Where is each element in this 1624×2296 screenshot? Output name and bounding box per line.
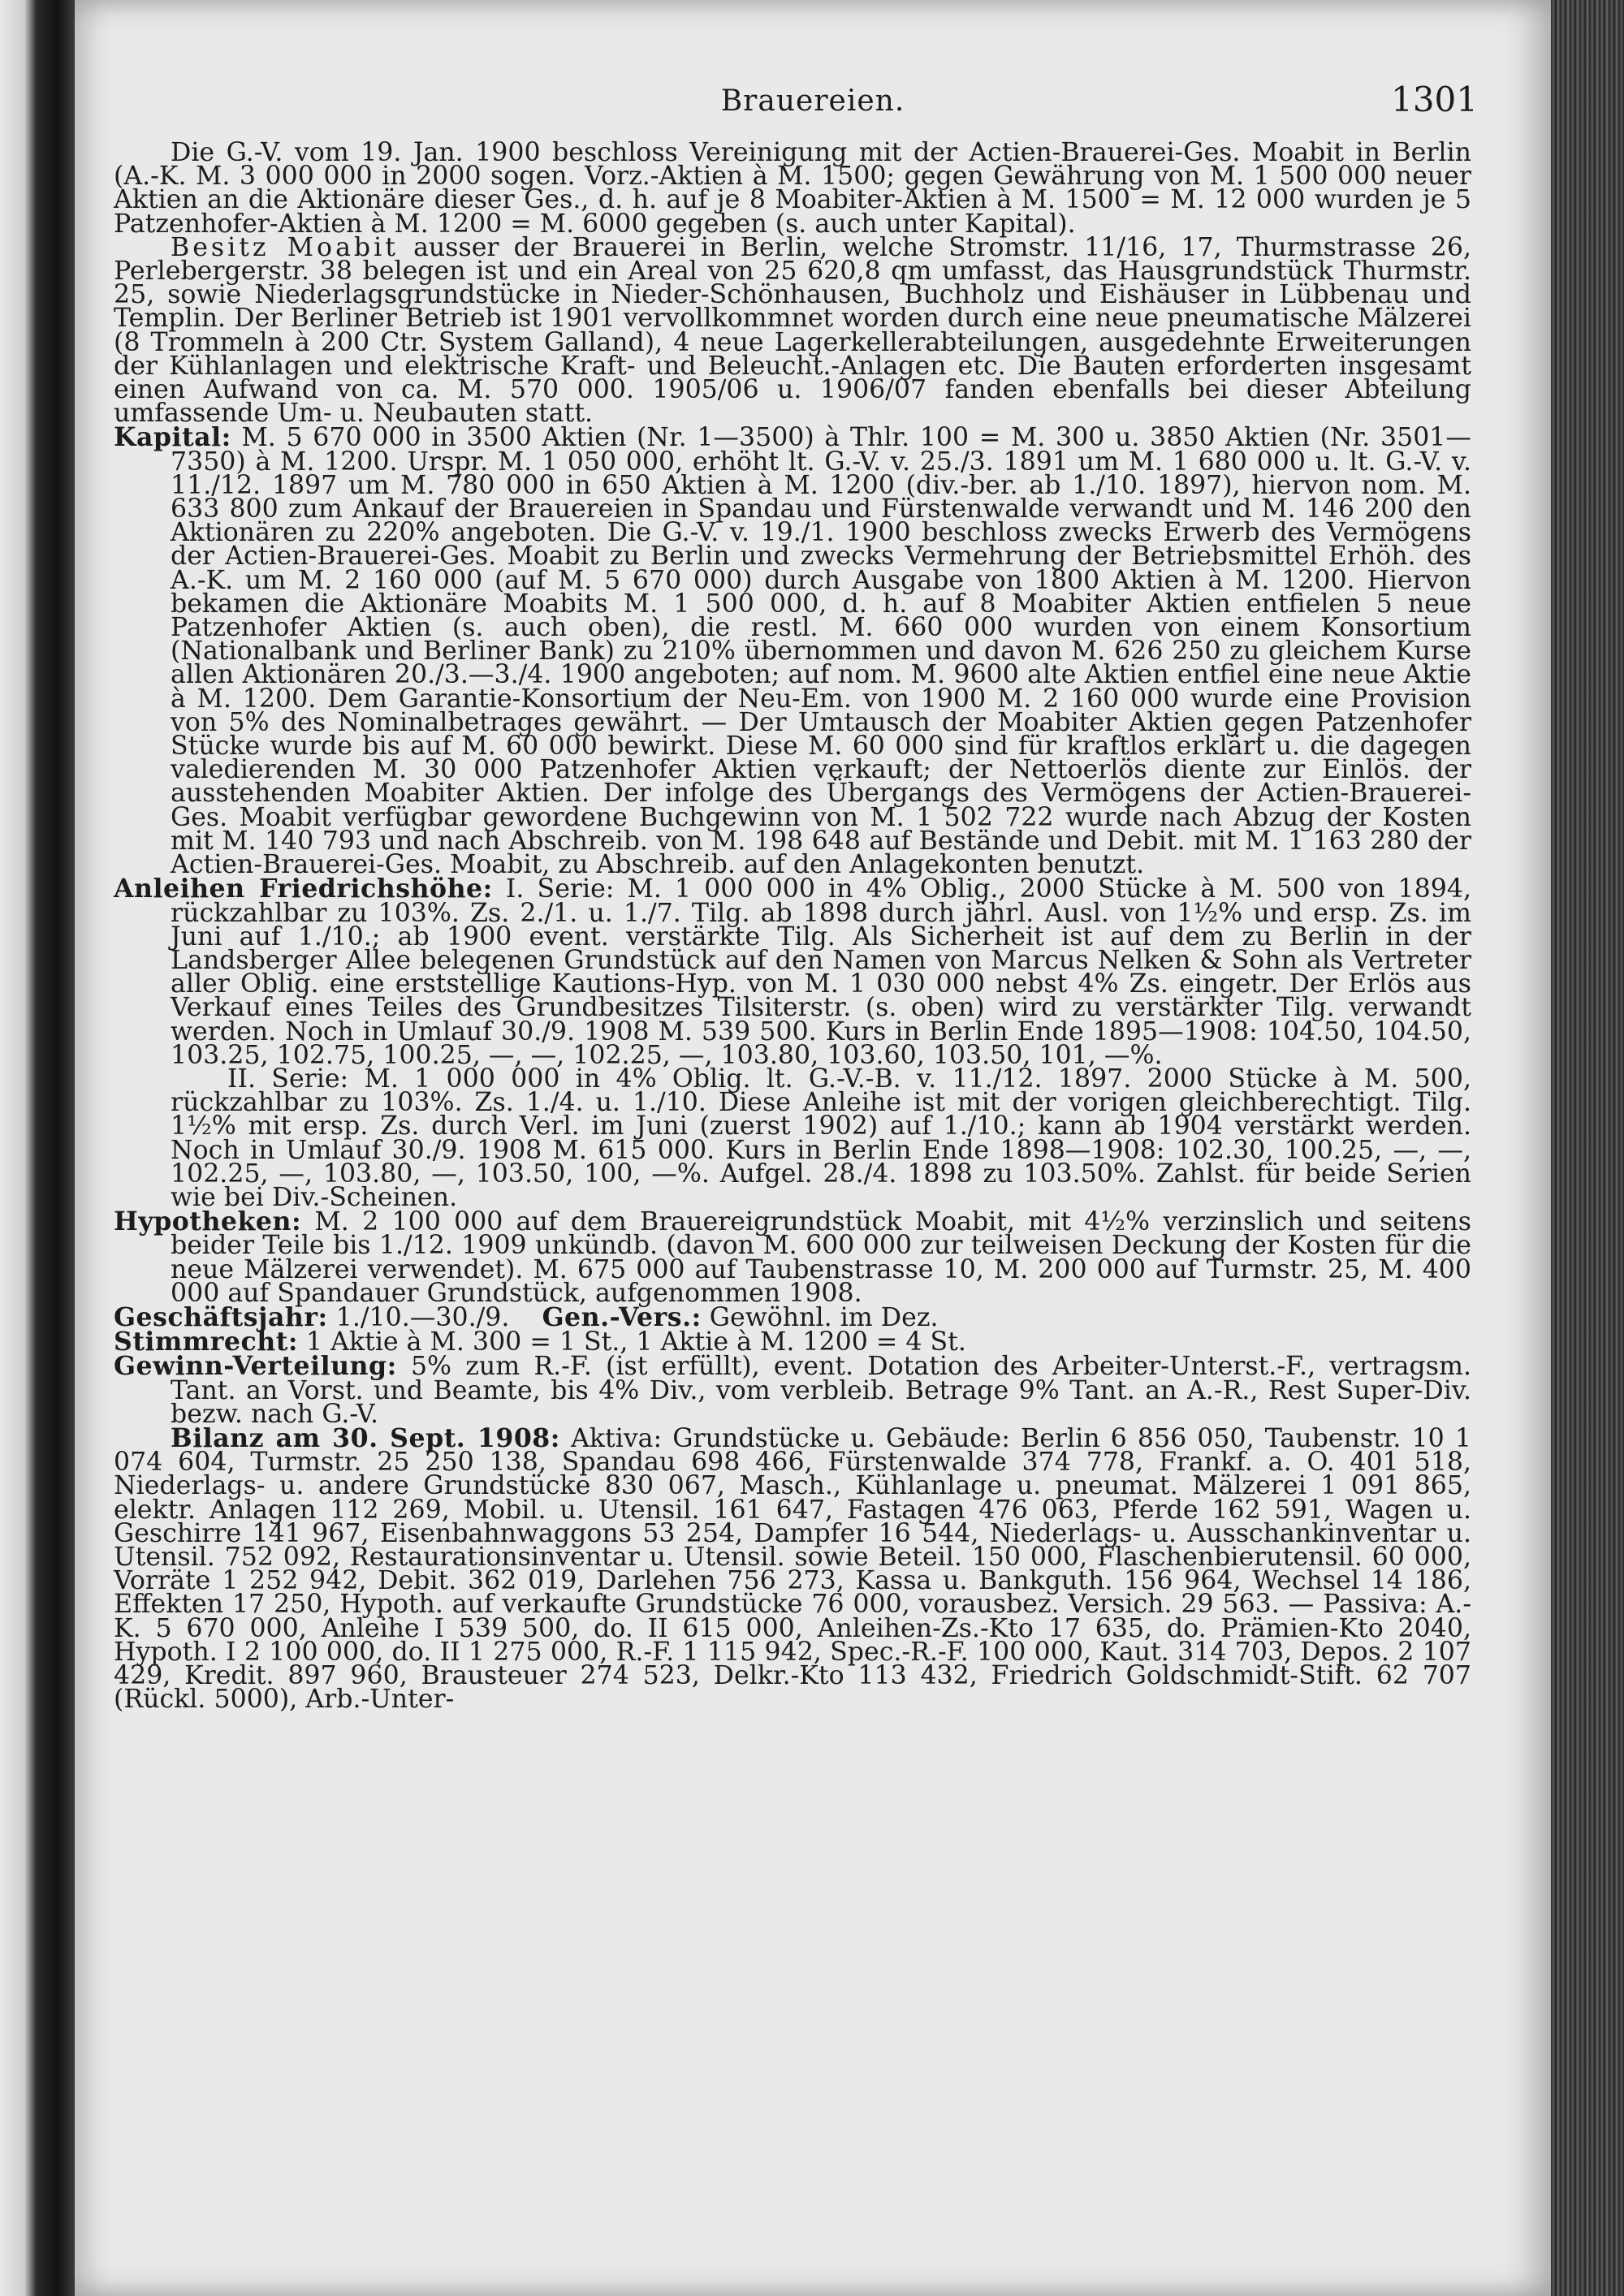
paragraph-besitz — [114, 232, 1471, 429]
paragraph-text: Die G.-V. vom 19. Jan. 1900 beschloss Vereinigung mit der Actien-Brauerei-Ges. Moabit in Berlin (A.-K. M. 3 000 000 in 2000 sogen. Vorz.-Aktien à M. 1500; gegen Gewährung von M. 1 500 000 neuer Aktien an die Aktionäre dieser Ges., d. h. auf je 8 Moabiter-Aktien à M. 1500 = M. 12 000 wurden je 5 Patzenhofer-Aktien à M. 1200 = M. 6000 gegeben (s. auch unter Kapital). — [114, 138, 1471, 239]
paragraph-text: ausser der Brauerei in Berlin, welche Stromstr. 11/16, 17, Thurmstrasse 26, Perlebergerstr. 38 belegen ist und ein Areal von 25 620,8 qm umfasst, das Hausgrundstück Thurmstr. 25, sowie Niederlagsgrundstücke in Nieder-Schönhausen, Buchholz und Eishäuser in Lübbenau und Templin. Der Berliner Betrieb ist 1901 vervollkommnet worden durch eine neue pneumatische Mälzerei (8 Trommeln à 200 Ctr. System Galland), 4 neue Lagerkellerabteilungen, ausgedehnte Erweiterungen der Kühlanlagen und elektrische Kraft- und Beleucht.-Anlagen etc. Die Bauten erforderten insgesamt einen Aufwand von ca. M. 570 000. 1905/06 u. 1906/07 fanden ebenfalls bei dieser Abteilung umfassende Um- u. Neubauten statt. — [114, 232, 1471, 429]
section-lead-geschaeftsjahr: Geschäftsjahr: — [114, 1301, 328, 1332]
book-gutter-left — [0, 0, 75, 2296]
paragraph-gewinn — [114, 1351, 1471, 1429]
paragraph-anleihen — [114, 874, 1472, 1070]
section-lead-hypotheken: Hypotheken: — [114, 1206, 302, 1237]
book-page-edges-right — [1551, 0, 1624, 2296]
paragraph-gv-1900 — [114, 138, 1471, 239]
paragraph-text: 1./10.—30./9. — [327, 1302, 510, 1332]
page-body — [114, 138, 1472, 1715]
paragraph-text: Aktiva: Grundstücke u. Gebäude: Berlin 6 856 050, Taubenstr. 10 1 074 604, Turmstr. 25 250 138, Spandau 698 466, Fürstenwalde 374 778, Frankf. a. O. 401 518, Niederlags- u. andere Grundstücke 830 067, Masch., Kühlanlage u. pneumat. Mälzerei 1 091 865, elektr. Anlagen 112 269, Mobil. u. Utensil. 161 647, Fastagen 476 063, Pferde 162 591, Wagen u. Geschirre 141 967, Eisenbahnwaggons 53 254, Dampfer 16 544, Niederlags- u. Ausschankinventar u. Utensil. 752 092, Restaurationsinventar u. Utensil. sowie Beteil. 150 000, Flaschenbierutensil. 60 000, Vorräte 1 252 942, Debit. 362 019, Darlehen 756 273, Kassa u. Bankguth. 156 964, Wechsel 14 186, Effekten 17 250, Hypoth. auf verkaufte Grundstücke 76 000, vorausbez. Versich. 29 563. — Passiva: A.-K. 5 670 000, Anleihe I 539 500, do. II 615 000, Anleihen-Zs.-Kto 17 635, do. Prämien-Kto 2040, Hypoth. I 2 100 000, do. II 1 275 000, R.-F. 1 115 942, Spec.-R.-F. 100 000, Kaut. 314 703, Depos. 2 107 429, Kredit. 897 960, Brausteuer 274 523, Delkr.-Kto 113 432, Friedrich Goldschmidt-Stift. 62 707 (Rückl. 5000), Arb.-Unter- — [114, 1423, 1471, 1715]
running-title: Brauereien. — [720, 84, 905, 118]
section-lead-gewinn: Gewinn-Verteilung: — [114, 1351, 397, 1382]
paragraph-text: 1 Aktie à M. 300 = 1 St., 1 Aktie à M. 1200 = 4 St. — [297, 1327, 966, 1357]
paragraph-geschaeftsjahr — [114, 1301, 1471, 1332]
section-lead-anleihen: Anleihen Friedrichshöhe: — [114, 874, 493, 904]
paragraph-serie-2 — [114, 1064, 1471, 1212]
paragraph-text: I. Serie: M. 1 000 000 in 4% Oblig., 2000 Stücke à M. 500 von 1894, rückzahlbar zu 103%. Zs. 2./1. u. 1./7. Tilg. ab 1898 durch jährl. Ausl. von 1½% und ersp. Zs. im Juni auf 1./10.; ab 1900 event. verstärkte Tilg. Als Sicherheit ist auf dem zu Berlin in der Landsberger Allee belegenen Grundstück auf den Namen von Marcus Nelken & Sohn als Vertreter aller Oblig. eine erststellige Kautions-Hyp. von M. 1 030 000 nebst 4% Zs. eingetr. Der Erlös aus Verkauf eines Teiles des Grundbesitzes Tilsiterstr. (s. oben) wird zu verstärkter Tilg. verwandt werden. Noch in Umlauf 30./9. 1908 M. 539 500. Kurs in Berlin Ende 1895—1908: 104.50, 104.50, 103.25, 102.75, 100.25, —, —, 102.25, —, 103.80, 103.60, 103.50, 101, —%. — [171, 874, 1472, 1070]
book-page — [75, 0, 1551, 2296]
page-number: 1301 — [1391, 80, 1478, 119]
paragraph-text: II. Serie: M. 1 000 000 in 4% Oblig. lt. G.-V.-B. v. 11./12. 1897. 2000 Stücke à M. 500, rückzahlbar zu 103%. Zs. 1./4. u. 1./10. Diese Anleihe ist mit der vorigen gleichberechtigt. Tilg. 1½% mit ersp. Zs. durch Verl. im Juni (zuerst 1902) auf 1./10.; kann ab 1904 verstärkt werden. Noch in Umlauf 30./9. 1908 M. 615 000. Kurs in Berlin Ende 1898—1908: 102.30, 100.25, —, —, 102.25, —, 103.80, —, 103.50, 100, —%. Aufgel. 28./4. 1898 zu 103.50%. Zahlst. für beide Serien wie bei Div.-Scheinen. — [171, 1064, 1471, 1212]
section-lead-besitz: Besitz Moabit — [171, 232, 399, 262]
paragraph-kapital — [114, 422, 1471, 880]
paragraph-text: M. 2 100 000 auf dem Brauereigrundstück Moabit, mit 4½% verzinslich und seitens beider Teile bis 1./12. 1909 unkündb. (davon M. 600 000 zur teilweisen Deckung der Kosten für die neue Mälzerei verwendet). M. 675 000 auf Taubenstrasse 10, M. 200 000 auf Turmstr. 25, M. 400 000 auf Spandauer Grundstück, aufgenommen 1908. — [171, 1207, 1471, 1308]
paragraph-text: M. 5 670 000 in 3500 Aktien (Nr. 1—3500) à Thlr. 100 = M. 300 u. 3850 Aktien (Nr. 3501—7350) à M. 1200. Urspr. M. 1 050 000, erhöht lt. G.-V. v. 25./3. 1891 um M. 1 680 000 u. lt. G.-V. v. 11./12. 1897 um M. 780 000 in 650 Aktien à M. 1200 (div.-ber. ab 1./10. 1897), hiervon nom. M. 633 800 zum Ankauf der Brauereien in Spandau und Fürstenwalde verwandt und M. 146 200 den Aktionären zu 220% angeboten. Die G.-V. v. 19./1. 1900 beschloss zwecks Erwerb des Vermögens der Actien-Brauerei-Ges. Moabit zu Berlin und zwecks Vermehrung der Betriebsmittel Erhöh. des A.-K. um M. 2 160 000 (auf M. 5 670 000) durch Ausgabe von 1800 Aktien à M. 1200. Hiervon bekamen die Aktionäre Moabits M. 1 500 000, d. h. auf 8 Moabiter Aktien entfielen 5 neue Patzenhofer Aktien (s. auch oben), die restl. M. 660 000 wurden von einem Konsortium (Nationalbank und Berliner Bank) zu 210% übernommen und davon M. 626 250 zu gleichem Kurse allen Aktionären 20./3.—3./4. 1900 angeboten; auf nom. M. 9600 alte Aktien entfiel eine neue Aktie à M. 1200. Dem Garantie-Konsortium der Neu-Em. von 1900 M. 2 160 000 wurde eine Provision von 5% des Nominalbetrages gewährt. — Der Umtausch der Moabiter Aktien gegen Patzenhofer Stücke wurde bis auf M. 60 000 bewirkt. Diese M. 60 000 sind für kraftlos erklärt u. die dagegen valedierenden M. 30 000 Patzenhofer Aktien verkauft; der Nettoerlös diente zur Einlös. der ausstehenden Moabiter Aktien. Der infolge des Übergangs des Vermögens der Actien-Brauerei-Ges. Moabit verfügbar gewordene Buchgewinn von M. 1 502 722 wurde nach Abzug der Kosten mit M. 140 793 und nach Abschreib. von M. 198 648 auf Bestände und Debit. mit M. 1 163 280 der Actien-Brauerei-Ges. Moabit, zu Abschreib. auf den Anlagekonten benutzt. — [171, 423, 1471, 880]
paragraph-text: 5% zum R.-F. (ist erfüllt), event. Dotation des Arbeiter-Unterst.-F., vertragsm. Tant. an Vorst. und Beamte, bis 4% Div., vom verbleib. Betrage 9% Tant. an A.-R., Rest Super-Div. bezw. nach G.-V. — [171, 1352, 1471, 1429]
paragraph-hypotheken — [114, 1206, 1471, 1308]
section-lead-kapital: Kapital: — [114, 422, 231, 453]
section-lead-stimmrecht: Stimmrecht: — [114, 1327, 298, 1357]
paragraph-text: Gewöhnl. im Dez. — [701, 1302, 939, 1332]
section-lead-bilanz: Bilanz am 30. Sept. 1908: — [171, 1422, 560, 1453]
section-lead-gen-vers: Gen.-Vers.: — [542, 1301, 702, 1332]
paragraph-bilanz — [114, 1422, 1471, 1715]
page-header — [75, 80, 1551, 128]
